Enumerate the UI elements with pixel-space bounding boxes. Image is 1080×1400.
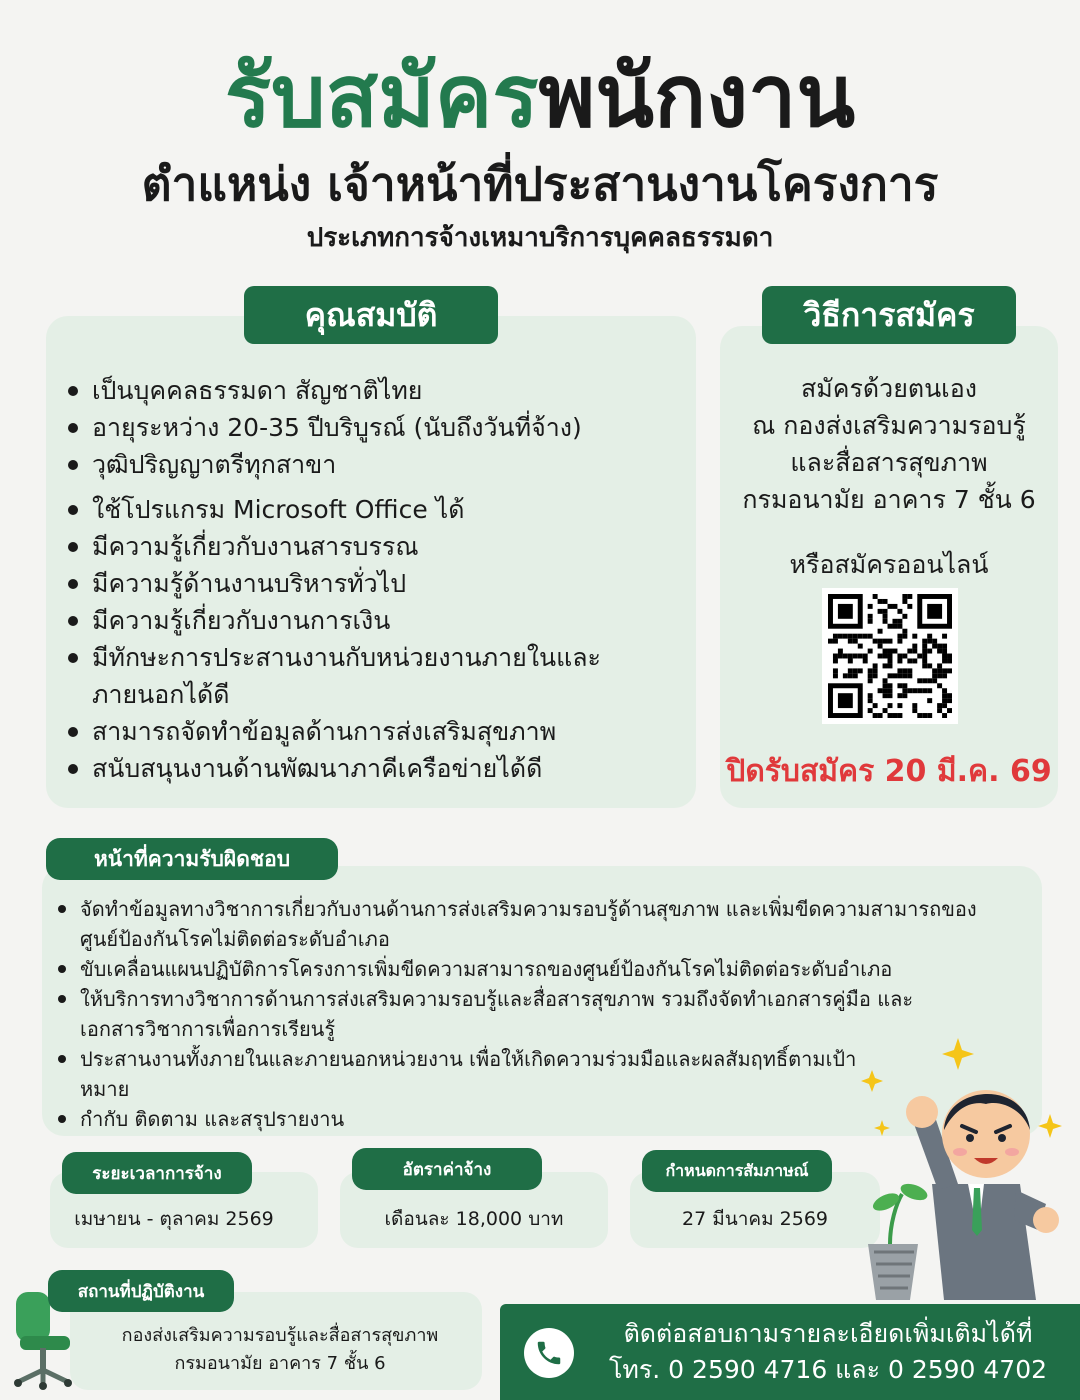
list-item: มีทักษะการประสานงานกับหน่วยงานภายในและภายนอกได้ดี [64, 639, 684, 713]
list-item: จัดทำข้อมูลทางวิชาการเกี่ยวกับงานด้านการส่งเสริมความรอบรู้ด้านสุขภาพ และเพิ่มขีดความสามารถของศูนย์ป้องกันโรคไม่ติดต่อระดับอำเภอ [58, 894, 998, 954]
period-heading: ระยะเวลาการจ้าง [62, 1152, 252, 1194]
qr-code[interactable] [822, 588, 958, 724]
contact-line2: โทร. 0 2590 4716 และ 0 2590 4702 [608, 1355, 1048, 1384]
list-item: วุฒิปริญญาตรีทุกสาขา [64, 446, 684, 483]
list-item: สนับสนุนงานด้านพัฒนาภาคีเครือข่ายได้ดี [64, 750, 684, 787]
workplace-heading: สถานที่ปฏิบัติงาน [48, 1270, 234, 1312]
list-item: มีความรู้เกี่ยวกับงานการเงิน [64, 602, 684, 639]
contact-text [580, 1316, 1076, 1388]
qr-code-image [828, 594, 952, 718]
apply-line2: ณ กองส่งเสริมความรอบรู้ [752, 411, 1026, 440]
qualifications-list [64, 372, 684, 787]
sparkle-icon [942, 1038, 974, 1070]
interview-value: 27 มีนาคม 2569 [681, 1208, 829, 1230]
apply-line1: สมัครด้วยตนเอง [801, 374, 977, 403]
title-black: พนักงาน [538, 47, 856, 147]
list-item: ใช้โปรแกรม Microsoft Office ได้ [64, 491, 684, 528]
position-title: ตำแหน่ง เจ้าหน้าที่ประสานงานโครงการ [141, 157, 939, 211]
phone-icon[interactable] [524, 1328, 574, 1378]
duties-heading: หน้าที่ความรับผิดชอบ [46, 838, 338, 880]
list-item: กำกับ ติดตาม และสรุปรายงาน [58, 1104, 998, 1134]
list-item: มีความรู้เกี่ยวกับงานสารบรรณ [64, 528, 684, 565]
sparkle-icon [874, 1120, 890, 1136]
list-item: ประสานงานทั้งภายในและภายนอกหน่วยงาน เพื่อให้เกิดความร่วมมือและผลสัมฤทธิ์ตามเป้าหมาย [58, 1044, 998, 1104]
wage-value: เดือนละ 18,000 บาท [384, 1208, 564, 1230]
list-item: เป็นบุคคลธรรมดา สัญชาติไทย [64, 372, 684, 409]
workplace-line2: กรมอนามัย อาคาร 7 ชั้น 6 [174, 1353, 386, 1374]
list-item: มีความรู้ด้านงานบริหารทั่วไป [64, 565, 684, 602]
contact-line1: ติดต่อสอบถามรายละเอียดเพิ่มเติมได้ที่ [623, 1319, 1033, 1348]
workplace-line1: กองส่งเสริมความรอบรู้และสื่อสารสุขภาพ [121, 1325, 439, 1346]
list-item: สามารถจัดทำข้อมูลด้านการส่งเสริมสุขภาพ [64, 713, 684, 750]
sparkle-icon [1038, 1114, 1062, 1138]
qualifications-heading: คุณสมบัติ [244, 286, 498, 344]
list-item: อายุระหว่าง 20-35 ปีบริบูรณ์ (นับถึงวันที่จ้าง) [64, 409, 684, 446]
apply-text [720, 370, 1058, 583]
interview-heading: กำหนดการสัมภาษณ์ [642, 1150, 832, 1192]
page-title [0, 42, 1080, 152]
period-value: เมษายน - ตุลาคม 2569 [74, 1208, 274, 1230]
apply-line3: และสื่อสารสุขภาพ [790, 448, 988, 477]
list-item: ขับเคลื่อนแผนปฏิบัติการโครงการเพิ่มขีดความสามารถของศูนย์ป้องกันโรคไม่ติดต่อระดับอำเภอ [58, 954, 998, 984]
businessman-illustration [850, 1034, 1080, 1304]
apply-line4: กรมอนามัย อาคาร 7 ชั้น 6 [742, 485, 1036, 514]
workplace-text [80, 1322, 480, 1378]
sparkle-icon [861, 1070, 883, 1092]
deadline-text: ปิดรับสมัคร 20 มี.ค. 69 [726, 754, 1052, 789]
list-item: ให้บริการทางวิชาการด้านการส่งเสริมความรอบรู้และสื่อสารสุขภาพ รวมถึงจัดทำเอกสารคู่มือ และเอกสารวิชาการเพื่อการเรียนรู้ [58, 984, 998, 1044]
wage-heading: อัตราค่าจ้าง [352, 1148, 542, 1190]
apply-online: หรือสมัครออนไลน์ [789, 550, 989, 579]
title-green: รับสมัคร [224, 47, 539, 147]
apply-heading: วิธีการสมัคร [762, 286, 1016, 344]
employment-type: ประเภทการจ้างเหมาบริการบุคคลธรรมดา [306, 223, 774, 253]
